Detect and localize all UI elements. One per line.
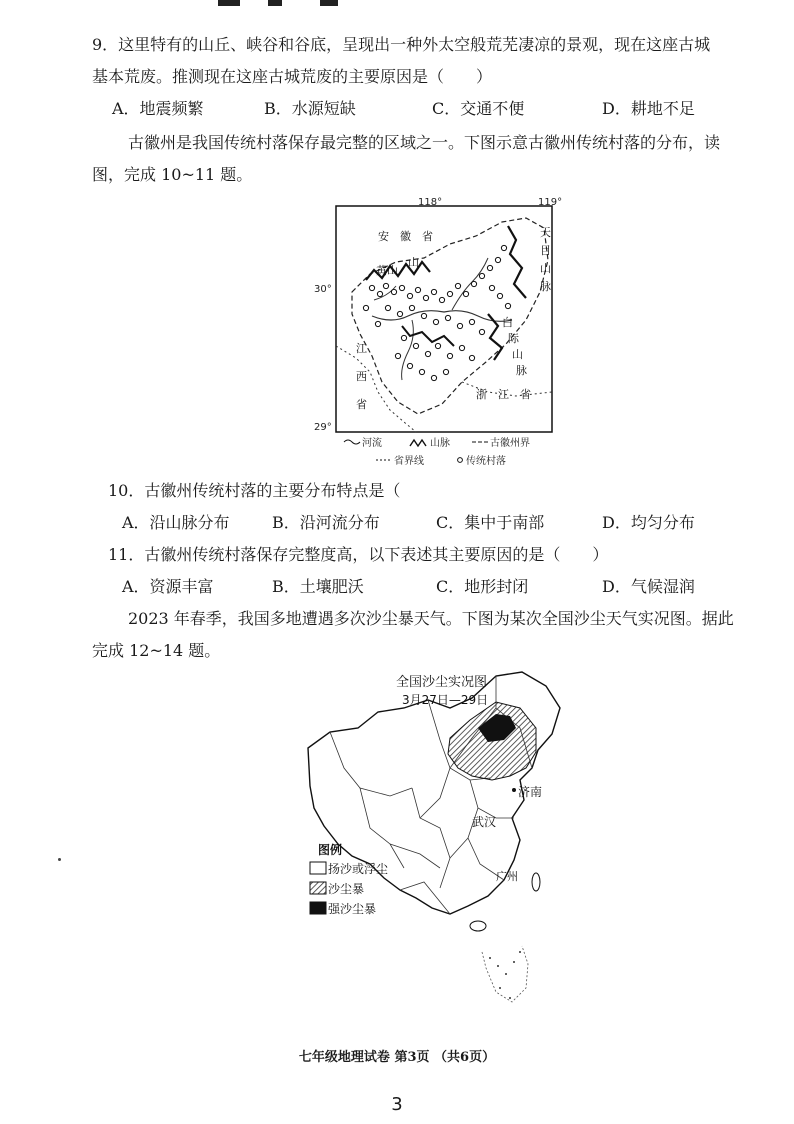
page-number: 3	[391, 1094, 403, 1115]
intro-12-14-line1: 2023 年春季，我国多地遭遇多次沙尘暴天气。下图为某次全国沙尘天气实况图。据此	[128, 609, 734, 628]
intro-10-11-line1: 古徽州是我国传统村落保存最完整的区域之一。下图示意古徽州传统村落的分布，读	[128, 133, 721, 152]
baiji-label-3: 山	[512, 348, 523, 361]
map2-legend-title: 图例	[318, 843, 343, 857]
map1-legend	[344, 436, 530, 467]
baiji-label-2: 际	[508, 332, 519, 345]
top-cutoff-mark	[320, 0, 338, 6]
q10-option-a: A．沿山脉分布	[122, 513, 230, 532]
jiangxi-label-3: 省	[356, 398, 367, 411]
huizhou-village-map	[312, 196, 562, 472]
legend-river: 河流	[362, 438, 382, 449]
q9-option-a: A．地震频繁	[112, 99, 204, 118]
tianmu-label-1: 天	[540, 226, 551, 239]
lon-118-label: 118°	[418, 197, 443, 208]
page-footer: 七年级地理试卷 第3页 （共6页）	[298, 1050, 496, 1065]
q11-option-b: B．土壤肥沃	[272, 577, 364, 596]
q10-option-d: D．均匀分布	[602, 513, 695, 532]
wuhan-label: 武汉	[472, 815, 497, 829]
south-sea-islands	[489, 951, 521, 999]
anhui-label: 安 徽 省	[378, 230, 433, 243]
jiangxi-label-2: 西	[356, 370, 367, 383]
q10-stem: 10．古徽州传统村落的主要分布特点是（	[108, 481, 401, 500]
tianmu-label-4: 脉	[540, 280, 551, 293]
legend-mountain: 山脉	[430, 438, 450, 449]
q11-option-d: D．气候湿润	[602, 577, 695, 596]
q11-option-c: C．地形封闭	[436, 577, 529, 596]
taiwan-island	[532, 873, 540, 891]
q9-stem-line2: 基本荒废。推测现在这座古城荒废的主要原因是（ ）	[92, 67, 493, 86]
q10-option-b: B．沿河流分布	[272, 513, 380, 532]
legend-province-boundary: 省界线	[394, 456, 424, 467]
tianmu-label-2: 目	[540, 244, 551, 257]
zhejiang-label: 浙 江 省	[476, 388, 531, 401]
legend-floating-dust: 扬沙或浮尘	[328, 862, 389, 876]
huangshan-label: 黄山	[376, 264, 398, 277]
intro-10-11-line2: 图，完成 10~11 题。	[92, 165, 253, 184]
jinan-label: 济南	[518, 785, 543, 799]
mountain-label-top: 山	[408, 256, 419, 269]
lat-29-label: 29°	[314, 422, 332, 433]
hainan-island	[470, 921, 486, 931]
tianmu-label-3: 山	[540, 262, 551, 275]
top-cutoff-mark	[218, 0, 240, 6]
baiji-label-1: 白	[502, 316, 513, 329]
q9-option-b: B．水源短缺	[264, 99, 356, 118]
q9-option-c: C．交通不便	[432, 99, 525, 118]
q9-stem-line1: 9．这里特有的山丘、峡谷和谷底，呈现出一种外太空般荒芜凄凉的景观，现在这座古城	[92, 35, 711, 54]
legend-dust-storm: 沙尘暴	[328, 882, 365, 896]
jinan-dot	[512, 788, 516, 792]
map2-title: 全国沙尘实况图	[396, 675, 488, 690]
q10-option-c: C．集中于南部	[436, 513, 545, 532]
q11-option-a: A．资源丰富	[122, 577, 214, 596]
china-dust-weather-map	[300, 668, 580, 1008]
lon-119-label: 119°	[538, 197, 562, 208]
legend-village: 传统村落	[466, 456, 506, 467]
baiji-label-4: 脉	[516, 364, 527, 377]
jiangxi-label-1: 江	[356, 342, 367, 355]
guangzhou-label: 广州	[496, 870, 518, 883]
legend-strong-dust-storm: 强沙尘暴	[328, 902, 377, 916]
top-cutoff-mark	[268, 0, 282, 6]
margin-speck	[58, 858, 61, 861]
intro-12-14-line2: 完成 12~14 题。	[92, 641, 221, 660]
map2-subtitle: 3月27日—29日	[402, 693, 489, 707]
lat-30-label: 30°	[314, 284, 332, 295]
legend-huizhou-boundary: 古徽州界	[490, 438, 530, 449]
q9-option-d: D．耕地不足	[602, 99, 695, 118]
q11-stem: 11．古徽州传统村落保存完整度高，以下表述其主要原因的是（ ）	[108, 545, 609, 564]
